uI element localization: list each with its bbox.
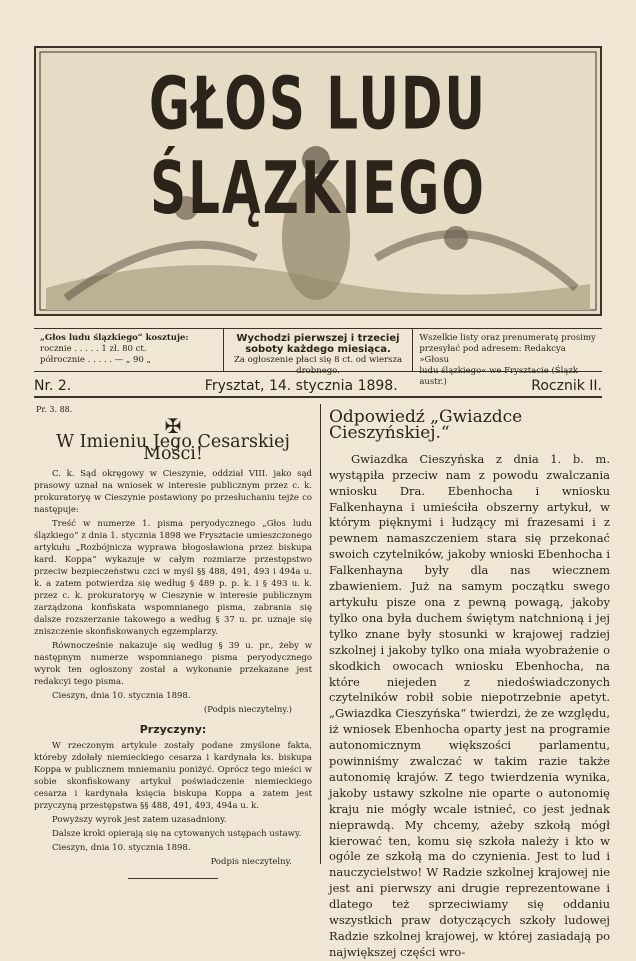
masthead <box>34 46 602 316</box>
verdict-paragraph-1: C. k. Sąd okręgowy w Cieszynie, oddział VIII. jako sąd prasowy uznał na wniosek w interesie publicznym przez c. k. prokuratoryę w Cieszynie postawiony po przesłuchaniu tejże co następuje: <box>34 469 312 515</box>
reasons-signature: Podpis nieczytelny. <box>210 857 292 867</box>
info-mid-1: Wychodzi pierwszej i trzeciej <box>236 333 400 344</box>
case-number: Pr. 3. 88. <box>36 405 73 414</box>
article-heading: Odpowiedź „Gwiazdce Cieszyńskiej.“ <box>329 407 523 443</box>
left-column <box>34 404 312 867</box>
info-right-3: ludu ślązkiego« we Frysztacie (Ślązk austr.) <box>419 366 579 387</box>
verdict-paragraph-3: Równocześnie nakazuje się według § 39 u. pr., żeby w następnym numerze wspomnianego pisma peryodycznego wyrok ten ogłoszony został a wykonanie przekazane jest redakcyi tego pisma. <box>34 641 312 687</box>
issue-bar <box>34 376 602 398</box>
reasons-paragraph-2: Powyższy wyrok jest zatem uzasadniony. <box>52 815 227 825</box>
info-mid-2: soboty każdego miesiąca. <box>245 344 391 355</box>
right-column <box>320 404 610 959</box>
reasons-paragraph-1: W rzeczonym artykule zostały podane zmyślone fakta, któreby zdołały niemieckiego cesarza i kardynała ks. biskupa Koppa w publicznem mniemaniu poniżyć. Oprócz tego mieści w sobie skonfiskowany artykuł poświadczenie niemieckiego cesarza i kardynała księcia biskupa Koppa a zatem jest przyczyną przestępstwa §§ 488, 491, 493, 494a u. k. <box>34 741 312 811</box>
issue-place-date: Frysztat, 14. stycznia 1898. <box>204 378 398 394</box>
reasons-paragraph-3: Dalsze kroki opierają się na cytowanych ustępach ustawy. <box>52 829 302 839</box>
info-left-3: półrocznie . . . . . — „ 90 „ <box>40 355 151 365</box>
masthead-title: GŁOS LUDU ŚLĄZKIEGO <box>148 62 488 231</box>
reasons-date: Cieszyn, dnia 10. stycznia 1898. <box>52 843 191 853</box>
article-paragraph: Gwiazdka Cieszyńska z dnia 1. b. m. wystąpiła przeciw nam z powodu zwalczania wniosku Dra. Ebenhocha i wniosku Falkenhayna i umieściła obszerny artykuł, w którym pięknymi i łudzący mi frazesami i z pewnem namaszczeniem stara się przekonać swoich czytelników, jakoby wnioski Ebenhocha i Falkenhayna były dla nas wiecznem zbawieniem. Już na samym początku swego artykułu pisze ona z pewną powagą, jakoby tylko ona była duchem świętym natchnioną i jej tylko znane były stosunki w krajowej radziej szkolnej i jakoby tylko ona miała wyobrażenie o skodkich owocach wniosku Ebenhocha, na które niejeden z niedoświadczonych czytelników robił sobie niepotrzebnie apetyt. „Gwiazdka Cieszyńska“ twierdzi, że ze względu, iż wniosek Ebenhocha oparty jest na programie autonomicznym większości parlamentu, powinniśmy zwalczać w takim razie także autonomię krajów. Z tego twierdzenia wynika, jakoby ustawy szkolne nie oparte o autonomię kraju nie mógły wcale istnieć, co jest jednak nieprawdą. My chcemy, ażeby szkołą mógł kierować ten, komu się szkoła należy i kto w ogóle ze szkołą ma do czynienia. Jest to lud i nauczycielstwo! W Radzie szkolnej krajowej nie jest ani pierwszy ani drugie reprezentowane i dlatego też sprzeciwiamy się oddaniu wszystkich praw dotyczących szkoły ludowej Radzie szkolnej krajowej, w której zasiadają po największej części wro- <box>329 451 610 959</box>
eagle-icon: ✠ <box>164 414 182 438</box>
info-right-1: Wszelkie listy oraz prenumeratę prosimy <box>419 333 596 343</box>
info-mid-3: Za ogłoszenie płaci się 8 ct. od wiersza drobnego. <box>233 355 403 376</box>
verdict-date: Cieszyn, dnia 10. stycznia 1898. <box>52 691 191 701</box>
issue-number: Nr. 2. <box>34 378 72 394</box>
info-subscription <box>34 329 223 371</box>
info-left-2: rocznie . . . . . 1 zł. 80 ct. <box>40 344 147 354</box>
issue-volume: Rocznik II. <box>531 378 602 394</box>
info-left-1: „Głos ludu ślązkiego“ kosztuje: <box>40 333 189 343</box>
verdict-signature: (Podpis nieczytelny.) <box>203 705 292 715</box>
verdict-heading: W Imieniu Jego Cesarskiej Mości! <box>56 432 290 464</box>
info-right-2: przesyłać pod adresem: Redakcya »Głosu <box>419 344 566 365</box>
section-divider <box>128 878 218 879</box>
verdict-paragraph-2: Treść w numerze 1. pisma peryodycznego „Głos ludu ślązkiego“ z dnia 1. stycznia 1898 we Frysztacie umieszczonego artykułu „Rozbójnicza wyprawa błogosławiona przez biskupa kard. Koppa“ wykazuje w całym rozmiarze przestępstwo przeciw bezpieczeństwu czci w myśl §§ 488, 491, 493 i 494a u. k. a zatem potwierdza się według § 489 p. p. k. i § 493 u. k. przez c. k. prokuratoryę w Cieszynie w interesie publicznym zarządzona konfiskata wspomnianego pisma, zabrania się dalsze rozszerzanie takowego a według § 37 u. pr. uznaje się zniszczenie skonfiskowanych egzemplarzy. <box>34 519 312 637</box>
info-schedule <box>223 329 414 376</box>
reasons-heading: Przyczyny: <box>139 723 207 736</box>
